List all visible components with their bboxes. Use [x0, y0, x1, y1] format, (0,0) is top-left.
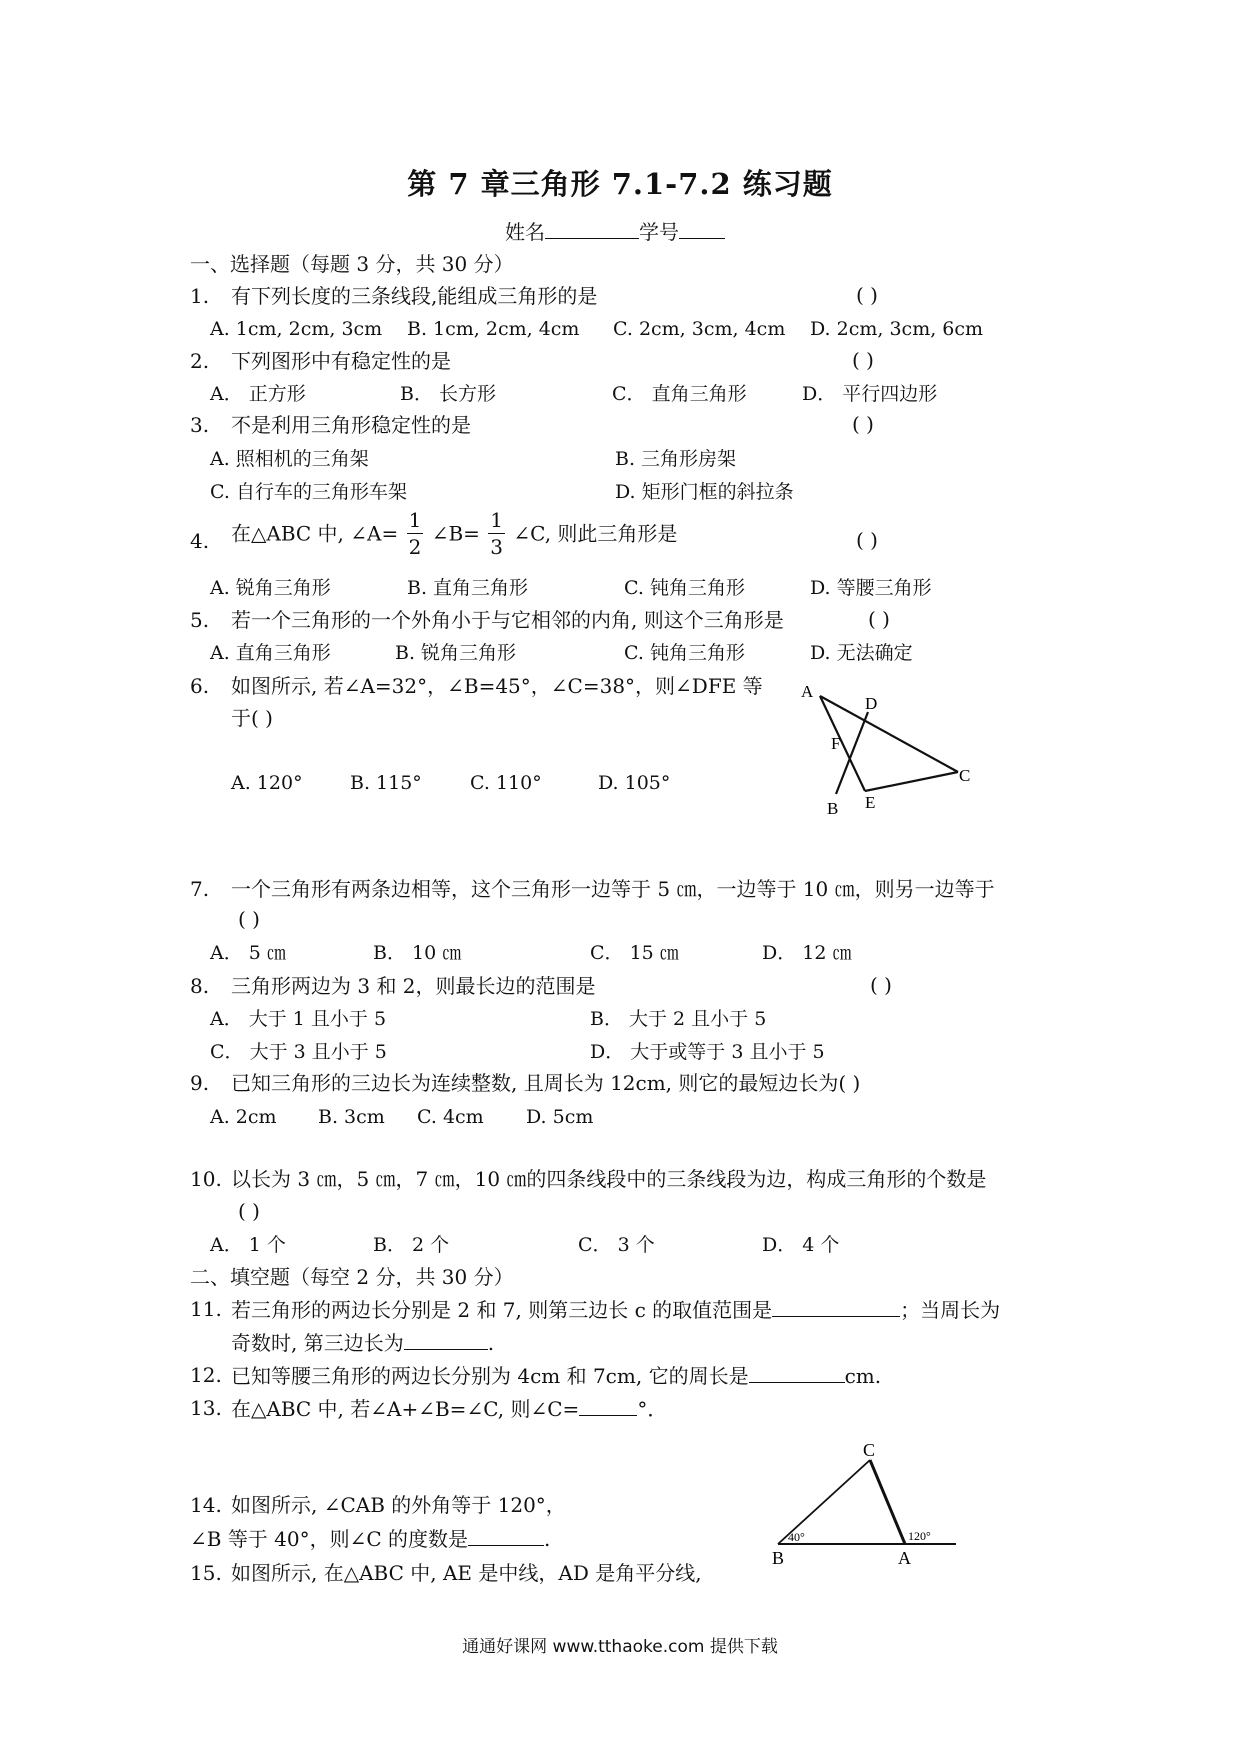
q2-option-a: A． 正方形	[210, 383, 306, 405]
question-1-text: 有下列长度的三条线段,能组成三角形的是	[231, 284, 598, 308]
segment-ca	[870, 1460, 905, 1544]
answer-paren-8: ( )	[870, 973, 892, 997]
q3-option-a: A. 照相机的三角架	[210, 448, 369, 470]
question-2-number: 2.	[190, 349, 210, 373]
student-info	[505, 218, 725, 245]
q7-option-a: A． 5 ㎝	[210, 942, 286, 964]
question-7-text: 一个三角形有两条边相等，这个三角形一边等于 5 ㎝，一边等于 10 ㎝，则另一边等于	[231, 877, 995, 901]
q4-text-mid: ∠B=	[431, 521, 480, 546]
q11-text-a: 若三角形的两边长分别是 2 和 7, 则第三边长 c 的取值范围是	[231, 1298, 773, 1322]
question-8-text: 三角形两边为 3 和 2，则最长边的范围是	[231, 974, 596, 998]
question-5-text: 若一个三角形的一个外角小于与它相邻的内角, 则这个三角形是	[231, 608, 784, 632]
answer-paren-4: ( )	[856, 528, 878, 552]
segment-ec	[865, 772, 958, 791]
label-f: F	[831, 734, 841, 753]
q8-option-b: B． 大于 2 且小于 5	[590, 1008, 767, 1030]
question-11-number: 11.	[190, 1297, 222, 1321]
q13-text: 在△ABC 中, 若∠A+∠B=∠C, 则∠C=	[231, 1397, 580, 1421]
q7-option-c: C． 15 ㎝	[590, 942, 679, 964]
name-label: 姓名	[505, 220, 545, 244]
question-3-number: 3.	[190, 413, 210, 437]
section-heading-choice: 一、选择题（每题 3 分，共 30 分）	[190, 252, 514, 276]
question-13-number: 13.	[190, 1396, 222, 1420]
q10-option-d: D． 4 个	[762, 1234, 840, 1256]
question-12-number: 12.	[190, 1363, 222, 1387]
q13-end: °．	[637, 1397, 668, 1421]
q9-option-a: A. 2cm	[210, 1106, 277, 1128]
question-6-text-cont: 于( )	[231, 706, 273, 730]
label-d: D	[865, 694, 878, 713]
q8-option-a: A． 大于 1 且小于 5	[210, 1008, 387, 1030]
q4-option-d: D. 等腰三角形	[810, 577, 932, 599]
q10-option-c: C． 3 个	[578, 1234, 655, 1256]
question-4-number: 4.	[190, 529, 210, 553]
q8-option-c: C． 大于 3 且小于 5	[210, 1041, 387, 1063]
segment-bd	[836, 712, 868, 794]
q7-option-d: D． 12 ㎝	[762, 942, 852, 964]
fraction-numerator: 1	[490, 508, 503, 532]
q4-text-post: ∠C, 则此三角形是	[513, 521, 678, 546]
question-4-text	[231, 507, 677, 560]
q9-option-b: B. 3cm	[318, 1106, 385, 1128]
q9-option-d: D. 5cm	[526, 1106, 594, 1128]
question-7-number: 7.	[190, 877, 210, 901]
answer-blank-14[interactable]	[468, 1525, 544, 1546]
q2-option-d: D． 平行四边形	[802, 383, 938, 405]
question-11-text-cont	[231, 1329, 494, 1356]
q1-option-a: A. 1cm, 2cm, 3cm	[210, 318, 383, 340]
question-13-text	[231, 1395, 667, 1422]
q3-option-b: B. 三角形房架	[615, 448, 737, 470]
id-label: 学号	[639, 220, 679, 244]
q14-text-b: ∠B 等于 40°，则∠C 的度数是	[190, 1527, 469, 1551]
answer-paren-2: ( )	[852, 348, 874, 372]
q11-text-b: ；当周长为	[900, 1298, 1001, 1322]
q9-option-c: C. 4cm	[417, 1106, 484, 1128]
question-11-text	[231, 1296, 1000, 1323]
answer-paren-7: ( )	[238, 907, 260, 931]
q4-text-pre: 在△ABC 中, ∠A=	[231, 521, 399, 546]
label-a: A	[801, 682, 814, 701]
answer-blank-11a[interactable]	[772, 1296, 900, 1317]
q1-option-d: D. 2cm, 3cm, 6cm	[810, 318, 984, 340]
q10-option-b: B． 2 个	[373, 1234, 450, 1256]
answer-paren-5: ( )	[868, 607, 890, 631]
q6-option-b: B. 115°	[350, 772, 422, 794]
answer-paren-1: ( )	[856, 283, 878, 307]
question-3-text: 不是利用三角形稳定性的是	[231, 413, 471, 437]
question-14-text: 如图所示, ∠CAB 的外角等于 120°，	[231, 1493, 566, 1517]
answer-paren-3: ( )	[852, 412, 874, 436]
q6-option-d: D. 105°	[598, 772, 671, 794]
question-9-number: 9.	[190, 1071, 210, 1095]
question-9-text: 已知三角形的三边长为连续整数, 且周长为 12cm, 则它的最短边长为( )	[231, 1071, 861, 1095]
name-field[interactable]	[545, 218, 639, 239]
label-b: B	[827, 799, 839, 818]
q4-option-c: C. 钝角三角形	[624, 577, 745, 599]
q5-option-c: C. 钝角三角形	[624, 642, 745, 664]
question-15-text: 如图所示, 在△ABC 中, AE 是中线，AD 是角平分线,	[231, 1561, 702, 1585]
label-b: B	[772, 1548, 785, 1567]
q6-option-a: A. 120°	[231, 772, 303, 794]
fraction-one-third	[488, 507, 505, 560]
fraction-denominator: 2	[408, 535, 422, 559]
q6-triangle-figure	[795, 680, 985, 820]
question-5-number: 5.	[190, 608, 210, 632]
segment-ac	[820, 696, 958, 772]
q4-option-a: A. 锐角三角形	[210, 577, 331, 599]
q12-text: 已知等腰三角形的两边长分别为 4cm 和 7cm, 它的周长是	[231, 1364, 749, 1388]
q1-option-c: C. 2cm, 3cm, 4cm	[613, 318, 786, 340]
question-6-text: 如图所示, 若∠A=32°，∠B=45°，∠C=38°，则∠DFE 等	[231, 674, 763, 698]
q10-option-a: A． 1 个	[210, 1234, 286, 1256]
fraction-denominator: 3	[490, 535, 503, 559]
question-10-number: 10.	[190, 1167, 222, 1191]
fraction-one-half	[407, 507, 424, 560]
label-c: C	[863, 1442, 876, 1460]
q11-end: .	[487, 1331, 495, 1355]
page-footer: 通通好课网 www.tthaoke.com 提供下载	[462, 1637, 778, 1657]
question-6-number: 6.	[190, 674, 210, 698]
exterior-angle-label: 120°	[908, 1529, 931, 1543]
q7-option-b: B． 10 ㎝	[373, 942, 462, 964]
answer-blank-11b[interactable]	[404, 1329, 488, 1350]
question-8-number: 8.	[190, 974, 210, 998]
q14-triangle-figure	[770, 1442, 970, 1567]
q11-text-c: 奇数时, 第三边长为	[231, 1331, 404, 1355]
section-heading-fill: 二、填空题（每空 2 分，共 30 分）	[190, 1265, 514, 1289]
answer-blank-12[interactable]	[749, 1362, 845, 1383]
fraction-numerator: 1	[408, 508, 422, 532]
page-title: 第 7 章三角形 7.1-7.2 练习题	[407, 167, 833, 201]
question-12-text	[231, 1362, 881, 1389]
q12-end: cm.	[844, 1364, 882, 1388]
question-2-text: 下列图形中有稳定性的是	[231, 349, 451, 373]
q1-option-b: B. 1cm, 2cm, 4cm	[407, 318, 580, 340]
label-e: E	[865, 793, 876, 812]
question-10-text: 以长为 3 ㎝，5 ㎝，7 ㎝，10 ㎝的四条线段中的三条线段为边，构成三角形的个数是	[231, 1167, 987, 1191]
question-1-number: 1.	[190, 284, 210, 308]
answer-blank-13[interactable]	[579, 1395, 637, 1416]
q8-option-d: D． 大于或等于 3 且小于 5	[590, 1041, 825, 1063]
id-field[interactable]	[679, 218, 725, 239]
question-14-number: 14.	[190, 1493, 222, 1517]
label-c: C	[959, 766, 971, 785]
q2-option-b: B． 长方形	[400, 383, 497, 405]
q5-option-d: D. 无法确定	[810, 642, 913, 664]
q3-option-d: D. 矩形门框的斜拉条	[615, 481, 794, 503]
answer-paren-10: ( )	[238, 1199, 260, 1223]
question-14-text-cont	[190, 1525, 550, 1552]
label-a: A	[898, 1548, 911, 1567]
question-15-number: 15.	[190, 1561, 222, 1585]
q3-option-c: C. 自行车的三角形车架	[210, 481, 407, 503]
q4-option-b: B. 直角三角形	[407, 577, 529, 599]
q5-option-b: B. 锐角三角形	[395, 642, 517, 664]
angle-b-label: 40°	[788, 1530, 805, 1544]
q2-option-c: C． 直角三角形	[612, 383, 747, 405]
q5-option-a: A. 直角三角形	[210, 642, 331, 664]
q6-option-c: C. 110°	[470, 772, 542, 794]
q14-end: .	[544, 1527, 551, 1551]
